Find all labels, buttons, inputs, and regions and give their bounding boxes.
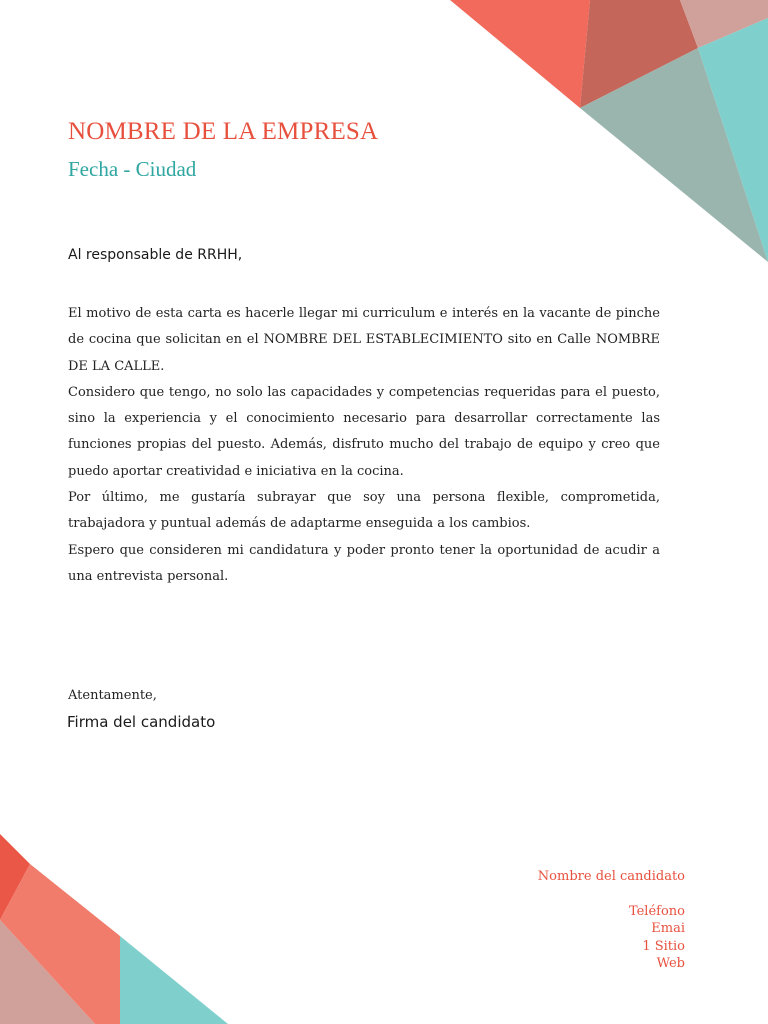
letter-paragraph: Espero que consideren mi candidatura y poder pronto tener la oportunidad de acudir a una entrevista personal. bbox=[68, 542, 660, 584]
triangle-coral-top bbox=[450, 0, 590, 108]
bottom-decorative-triangles bbox=[0, 820, 260, 1024]
date-city: Fecha - Ciudad bbox=[68, 157, 197, 181]
triangle-teal-bottom bbox=[120, 936, 228, 1024]
contact-phone: Teléfono bbox=[628, 903, 685, 919]
letter-paragraph: Considero que tengo, no solo las capacidades y competencias requeridas para el puesto, sino la experiencia y el conocimiento necesario para desarrollar correctamente las funciones propias del puesto. Además, disfruto mucho del trabajo de equipo y creo que puedo aportar creatividad e iniciativa en la cocina. bbox=[68, 384, 660, 479]
letter-paragraph: El motivo de esta carta es hacerle llegar mi curriculum e interés en la vacante de pinche de cocina que solicitan en el NOMBRE DEL ESTABLECIMIENTO sito en Calle NOMBRE DE LA CALLE. bbox=[68, 306, 660, 374]
signature: Firma del candidato bbox=[67, 713, 216, 731]
closing: Atentamente, bbox=[68, 688, 157, 703]
company-name: NOMBRE DE LA EMPRESA bbox=[68, 118, 379, 145]
contact-email: Emai bbox=[651, 921, 685, 936]
contact-site-line-1: 1 Sitio bbox=[642, 938, 685, 954]
contact-name: Nombre del candidato bbox=[537, 869, 685, 884]
letter-body bbox=[68, 301, 660, 590]
salutation: Al responsable de RRHH, bbox=[68, 247, 243, 263]
letter-paragraph: Por último, me gustaría subrayar que soy una persona flexible, comprometida, trabajadora y puntual además de adaptarme enseguida a los cambios. bbox=[68, 490, 660, 532]
contact-site-line-2: Web bbox=[656, 956, 685, 971]
contact-block bbox=[538, 868, 685, 973]
